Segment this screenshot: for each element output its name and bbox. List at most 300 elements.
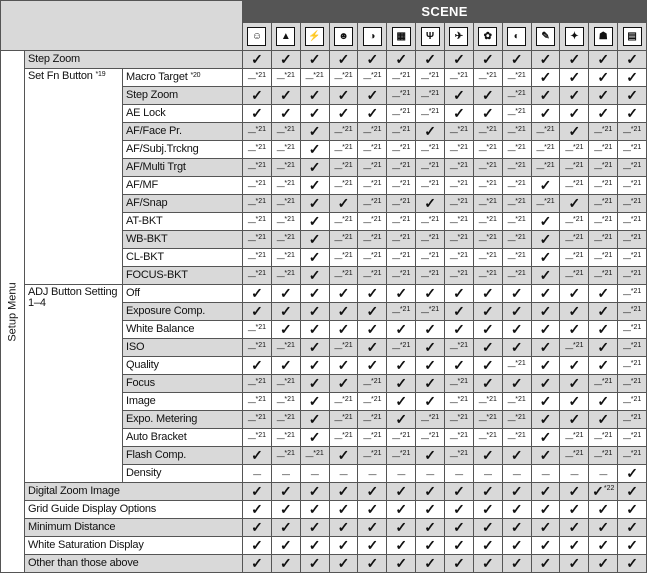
footnote-ref: *21 bbox=[284, 71, 295, 79]
footnote-ref: *21 bbox=[399, 431, 411, 439]
table-cell bbox=[589, 69, 618, 87]
dash-mark: — bbox=[276, 415, 285, 425]
table-cell bbox=[271, 429, 300, 447]
table-cell bbox=[473, 267, 502, 285]
dash-mark: — bbox=[623, 343, 631, 353]
table-cell bbox=[271, 87, 300, 105]
check-mark: ✓ bbox=[626, 555, 638, 571]
footnote-ref: *21 bbox=[399, 107, 411, 115]
table-cell bbox=[243, 249, 272, 267]
check-mark: ✓ bbox=[568, 483, 581, 499]
table-cell bbox=[502, 267, 531, 285]
table-cell bbox=[329, 429, 358, 447]
table-cell bbox=[531, 519, 560, 537]
dash-mark: — bbox=[334, 235, 343, 245]
check-mark: ✓ bbox=[279, 483, 292, 499]
table-cell bbox=[416, 249, 445, 267]
check-mark: ✓ bbox=[308, 141, 321, 157]
sub-row-label-text: AF/Face Pr. bbox=[126, 125, 182, 137]
table-cell bbox=[329, 123, 358, 141]
check-mark: ✓ bbox=[510, 303, 523, 319]
dash-mark: — bbox=[334, 343, 343, 353]
footnote-ref: *21 bbox=[370, 449, 382, 457]
footnote-ref: *21 bbox=[399, 269, 411, 277]
footnote-ref: *21 bbox=[630, 125, 642, 133]
table-cell bbox=[589, 357, 618, 375]
table-cell bbox=[329, 249, 358, 267]
table-cell bbox=[445, 249, 474, 267]
side-label-text: Setup Menu bbox=[6, 281, 18, 342]
table-cell bbox=[445, 357, 474, 375]
table-cell bbox=[531, 51, 560, 69]
table-cell bbox=[531, 339, 560, 357]
dash-mark: — bbox=[623, 451, 631, 461]
check-mark: ✓ bbox=[279, 537, 292, 553]
table-cell bbox=[387, 267, 416, 285]
table-cell bbox=[243, 321, 272, 339]
check-mark: ✓ bbox=[626, 501, 638, 517]
dash-mark: — bbox=[276, 397, 285, 407]
footnote-ref: *21 bbox=[342, 251, 353, 259]
mountain-landscape-icon: ☗ bbox=[594, 27, 613, 46]
table-cell bbox=[502, 87, 531, 105]
check-mark: ✓ bbox=[597, 555, 610, 571]
table-cell bbox=[358, 411, 387, 429]
check-mark: ✓ bbox=[453, 501, 465, 517]
dash-mark: — bbox=[507, 91, 516, 101]
landscape-icon: ▲ bbox=[276, 27, 295, 46]
check-mark: ✓ bbox=[481, 555, 494, 571]
check-mark: ✓ bbox=[395, 321, 408, 337]
table-cell bbox=[502, 195, 531, 213]
footnote-ref: *21 bbox=[486, 269, 497, 277]
check-mark: ✓ bbox=[539, 267, 552, 283]
check-mark: ✓ bbox=[453, 87, 465, 103]
footnote-ref: *21 bbox=[428, 179, 440, 187]
table-cell bbox=[271, 465, 300, 483]
table-cell bbox=[589, 159, 618, 177]
check-mark: ✓ bbox=[568, 393, 581, 409]
check-mark: ✓ bbox=[251, 537, 263, 553]
table-cell bbox=[589, 483, 618, 501]
footnote-ref: *21 bbox=[284, 125, 295, 133]
dash-mark: — bbox=[478, 253, 487, 263]
footnote-ref: *21 bbox=[486, 215, 497, 223]
check-mark: ✓ bbox=[366, 555, 379, 571]
check-mark: ✓ bbox=[337, 195, 350, 211]
table-cell bbox=[531, 447, 560, 465]
table-cell bbox=[445, 123, 474, 141]
sub-row-label-text: AE Lock bbox=[126, 107, 166, 119]
table-cell bbox=[387, 519, 416, 537]
dash-mark: — bbox=[565, 343, 573, 353]
table-cell bbox=[531, 465, 560, 483]
footnote-ref: *21 bbox=[313, 71, 324, 79]
table-cell bbox=[243, 555, 272, 573]
table-cell bbox=[560, 213, 589, 231]
check-mark: ✓ bbox=[510, 519, 523, 535]
check-mark: ✓ bbox=[539, 411, 552, 427]
table-cell bbox=[387, 537, 416, 555]
footnote-ref: *21 bbox=[572, 161, 584, 169]
table-cell bbox=[358, 393, 387, 411]
table-cell bbox=[416, 537, 445, 555]
check-mark: ✓ bbox=[539, 69, 552, 85]
check-mark: ✓ bbox=[510, 51, 523, 67]
dash-mark: — bbox=[363, 73, 371, 83]
footnote-ref: *21 bbox=[457, 395, 469, 403]
dash-mark: — bbox=[420, 307, 429, 317]
footnote-ref: *21 bbox=[284, 413, 295, 421]
check-mark: ✓ bbox=[337, 51, 350, 67]
table-cell bbox=[358, 501, 387, 519]
dash-mark: — bbox=[392, 235, 400, 245]
table-cell bbox=[531, 231, 560, 249]
table-cell bbox=[387, 357, 416, 375]
dash-mark: — bbox=[305, 451, 314, 461]
footnote-ref: *21 bbox=[601, 431, 613, 439]
table-cell bbox=[502, 555, 531, 573]
sub-row-label bbox=[123, 393, 243, 411]
sub-row-label-text: Auto Bracket bbox=[126, 431, 187, 443]
check-mark: ✓ bbox=[539, 339, 552, 355]
sub-row-label bbox=[123, 231, 243, 249]
table-cell bbox=[445, 177, 474, 195]
table-cell bbox=[618, 177, 647, 195]
footnote-ref: *21 bbox=[342, 125, 353, 133]
check-mark: ✓ bbox=[539, 429, 552, 445]
dash-mark: — bbox=[449, 199, 458, 209]
footnote-ref: *21 bbox=[601, 161, 613, 169]
dash-mark: — bbox=[392, 73, 400, 83]
check-mark: ✓ bbox=[597, 519, 610, 535]
footnote-ref: *21 bbox=[601, 143, 613, 151]
footnote-ref: *21 bbox=[370, 413, 382, 421]
table-cell bbox=[416, 213, 445, 231]
table-cell bbox=[531, 285, 560, 303]
table-cell bbox=[502, 537, 531, 555]
table-cell bbox=[502, 177, 531, 195]
dash-mark: — bbox=[507, 253, 516, 263]
dash-mark: — bbox=[512, 469, 521, 479]
table-cell bbox=[329, 465, 358, 483]
table-cell bbox=[502, 357, 531, 375]
footnote-ref: *21 bbox=[428, 305, 440, 313]
table-cell bbox=[416, 321, 445, 339]
footnote-ref: *21 bbox=[399, 449, 411, 457]
table-cell bbox=[300, 411, 329, 429]
dash-mark: — bbox=[247, 199, 256, 209]
table-cell bbox=[445, 105, 474, 123]
dash-mark: — bbox=[449, 343, 458, 353]
table-cell bbox=[531, 177, 560, 195]
footnote-ref: *21 bbox=[630, 161, 642, 169]
dash-mark: — bbox=[623, 271, 631, 281]
table-cell bbox=[531, 69, 560, 87]
check-mark: ✓ bbox=[308, 87, 321, 103]
footnote-ref: *21 bbox=[342, 269, 353, 277]
footnote-ref: *21 bbox=[428, 251, 440, 259]
dash-mark: — bbox=[276, 253, 285, 263]
footnote-ref: *21 bbox=[515, 161, 526, 169]
table-cell bbox=[329, 393, 358, 411]
check-mark: ✓ bbox=[308, 123, 321, 139]
table-cell bbox=[300, 339, 329, 357]
dash-mark: — bbox=[247, 325, 256, 335]
table-cell bbox=[387, 447, 416, 465]
check-mark: ✓ bbox=[366, 519, 379, 535]
footnote-ref: *21 bbox=[457, 269, 469, 277]
scene-column-header bbox=[300, 23, 329, 51]
table-cell bbox=[300, 483, 329, 501]
dash-mark: — bbox=[392, 217, 400, 227]
footnote-ref: *21 bbox=[370, 125, 382, 133]
table-cell bbox=[243, 159, 272, 177]
table-cell bbox=[473, 141, 502, 159]
check-mark: ✓ bbox=[308, 213, 321, 229]
check-mark: ✓ bbox=[251, 303, 263, 319]
table-cell bbox=[589, 537, 618, 555]
dash-mark: — bbox=[334, 253, 343, 263]
table-cell bbox=[271, 159, 300, 177]
table-cell bbox=[243, 123, 272, 141]
table-cell bbox=[445, 69, 474, 87]
table-cell bbox=[300, 267, 329, 285]
footnote-ref: *21 bbox=[428, 233, 440, 241]
dash-mark: — bbox=[363, 451, 371, 461]
table-cell bbox=[416, 87, 445, 105]
check-mark: ✓ bbox=[366, 501, 379, 517]
scene-column-header bbox=[502, 23, 531, 51]
table-cell bbox=[473, 69, 502, 87]
table-cell bbox=[271, 267, 300, 285]
table-cell bbox=[300, 393, 329, 411]
table-cell bbox=[271, 231, 300, 249]
footnote-ref: *21 bbox=[284, 143, 295, 151]
dash-mark: — bbox=[334, 433, 343, 443]
table-cell bbox=[271, 393, 300, 411]
table-cell bbox=[243, 69, 272, 87]
table-cell bbox=[416, 141, 445, 159]
table-cell bbox=[502, 321, 531, 339]
check-mark: ✓ bbox=[279, 519, 292, 535]
dash-mark: — bbox=[478, 163, 487, 173]
dash-mark: — bbox=[426, 469, 434, 479]
dash-mark: — bbox=[594, 217, 602, 227]
dash-mark: — bbox=[594, 163, 602, 173]
cuisine-icon: Ψ bbox=[421, 27, 440, 46]
check-mark: ✓ bbox=[481, 321, 494, 337]
dash-mark: — bbox=[334, 163, 343, 173]
dash-mark: — bbox=[247, 145, 256, 155]
table-cell bbox=[445, 429, 474, 447]
check-mark: ✓ bbox=[251, 447, 263, 463]
row-label: Other than those above bbox=[25, 555, 243, 573]
footnote-ref: *21 bbox=[370, 179, 382, 187]
footnote-ref: *21 bbox=[515, 395, 526, 403]
table-cell bbox=[618, 285, 647, 303]
table-cell bbox=[271, 339, 300, 357]
check-mark: ✓ bbox=[568, 357, 581, 373]
table-cell bbox=[358, 159, 387, 177]
dash-mark: — bbox=[594, 451, 602, 461]
table-cell bbox=[618, 501, 647, 519]
footnote-ref: *21 bbox=[601, 233, 613, 241]
footnote-ref: *21 bbox=[255, 143, 267, 151]
table-cell bbox=[445, 231, 474, 249]
dash-mark: — bbox=[623, 379, 631, 389]
footnote-ref: *21 bbox=[428, 269, 440, 277]
footnote-ref: *21 bbox=[630, 287, 642, 295]
dash-mark: — bbox=[276, 217, 285, 227]
footnote-ref: *21 bbox=[370, 269, 382, 277]
table-cell bbox=[618, 267, 647, 285]
sub-row-label-text: Image bbox=[126, 395, 156, 407]
table-cell bbox=[589, 393, 618, 411]
check-mark: ✓ bbox=[510, 375, 523, 391]
check-mark: ✓ bbox=[626, 105, 638, 121]
table-cell bbox=[329, 177, 358, 195]
check-mark: ✓ bbox=[279, 87, 292, 103]
table-cell bbox=[300, 213, 329, 231]
dash-mark: — bbox=[478, 73, 487, 83]
dash-mark: — bbox=[623, 163, 631, 173]
sub-row-label-text: AF/MF bbox=[126, 179, 158, 191]
dash-mark: — bbox=[247, 163, 256, 173]
footnote-ref: *21 bbox=[370, 233, 382, 241]
check-mark: ✓ bbox=[424, 537, 436, 553]
footnote-ref: *21 bbox=[572, 431, 584, 439]
footnote-ref: *21 bbox=[370, 431, 382, 439]
dash-mark: — bbox=[565, 433, 573, 443]
dash-mark: — bbox=[392, 181, 400, 191]
table-cell bbox=[445, 87, 474, 105]
dash-mark: — bbox=[247, 397, 256, 407]
dash-mark: — bbox=[334, 127, 343, 137]
table-cell bbox=[387, 501, 416, 519]
check-mark: ✓ bbox=[626, 465, 638, 481]
table-cell bbox=[445, 267, 474, 285]
footnote-ref: *21 bbox=[515, 197, 526, 205]
check-mark: ✓ bbox=[424, 285, 436, 301]
dash-mark: — bbox=[363, 145, 371, 155]
scene-column-header bbox=[358, 23, 387, 51]
table-cell bbox=[329, 231, 358, 249]
table-cell bbox=[589, 465, 618, 483]
row-label: Minimum Distance bbox=[25, 519, 243, 537]
table-cell bbox=[300, 51, 329, 69]
table-cell bbox=[502, 303, 531, 321]
footnote-ref: *21 bbox=[399, 179, 411, 187]
footnote-ref: *21 bbox=[544, 161, 555, 169]
check-mark: ✓ bbox=[481, 51, 494, 67]
check-mark: ✓ bbox=[251, 483, 263, 499]
table-cell bbox=[589, 177, 618, 195]
footnote-ref: *21 bbox=[601, 251, 613, 259]
dash-mark: — bbox=[363, 379, 371, 389]
footnote-ref: *21 bbox=[630, 449, 642, 457]
check-mark: ✓ bbox=[597, 321, 610, 337]
sub-row-label bbox=[123, 141, 243, 159]
footnote-ref: *21 bbox=[284, 179, 295, 187]
footnote-ref: *21 bbox=[572, 179, 584, 187]
row-label: White Saturation Display bbox=[25, 537, 243, 555]
table-cell bbox=[618, 537, 647, 555]
dash-mark: — bbox=[420, 433, 429, 443]
dash-mark: — bbox=[449, 415, 458, 425]
check-mark: ✓ bbox=[510, 537, 523, 553]
table-cell bbox=[387, 411, 416, 429]
dash-mark: — bbox=[594, 145, 602, 155]
table-cell bbox=[531, 303, 560, 321]
footnote-ref: *21 bbox=[342, 233, 353, 241]
table-cell bbox=[618, 429, 647, 447]
table-cell bbox=[531, 159, 560, 177]
table-cell bbox=[589, 375, 618, 393]
table-cell bbox=[300, 177, 329, 195]
sub-row-label bbox=[123, 411, 243, 429]
footnote-ref: *21 bbox=[457, 431, 469, 439]
table-cell bbox=[589, 105, 618, 123]
footnote-ref: *21 bbox=[457, 179, 469, 187]
table-cell bbox=[560, 231, 589, 249]
table-cell bbox=[243, 357, 272, 375]
table-cell bbox=[618, 411, 647, 429]
table-cell bbox=[560, 321, 589, 339]
footnote-ref: *21 bbox=[515, 251, 526, 259]
table-cell bbox=[473, 303, 502, 321]
dash-mark: — bbox=[363, 397, 371, 407]
check-mark: ✓ bbox=[308, 339, 321, 355]
table-cell bbox=[445, 339, 474, 357]
table-cell bbox=[387, 195, 416, 213]
table-cell bbox=[243, 195, 272, 213]
table-cell bbox=[416, 69, 445, 87]
table-cell bbox=[473, 339, 502, 357]
dash-mark: — bbox=[594, 433, 602, 443]
table-cell bbox=[271, 285, 300, 303]
check-mark: ✓ bbox=[308, 537, 321, 553]
table-cell bbox=[243, 411, 272, 429]
dash-mark: — bbox=[507, 397, 516, 407]
footnote-ref: *21 bbox=[399, 71, 411, 79]
dash-mark: — bbox=[276, 73, 285, 83]
check-mark: ✓ bbox=[510, 501, 523, 517]
table-cell bbox=[473, 231, 502, 249]
dash-mark: — bbox=[420, 109, 429, 119]
table-cell bbox=[445, 537, 474, 555]
check-mark: ✓ bbox=[337, 321, 350, 337]
check-mark: ✓ bbox=[308, 177, 321, 193]
sub-row-label-text: White Balance bbox=[126, 323, 195, 335]
table-cell bbox=[358, 555, 387, 573]
sports-icon: ✈ bbox=[449, 27, 468, 46]
footnote-ref: *21 bbox=[284, 431, 295, 439]
footnote-ref: *21 bbox=[255, 395, 267, 403]
check-mark: ✓ bbox=[337, 519, 350, 535]
dash-mark: — bbox=[247, 433, 256, 443]
footnote-ref: *21 bbox=[630, 359, 642, 367]
table-cell bbox=[473, 87, 502, 105]
check-mark: ✓ bbox=[539, 285, 552, 301]
table-cell bbox=[300, 501, 329, 519]
table-cell bbox=[502, 69, 531, 87]
dash-mark: — bbox=[392, 199, 400, 209]
table-cell bbox=[618, 375, 647, 393]
table-cell bbox=[300, 465, 329, 483]
table-cell bbox=[560, 123, 589, 141]
check-mark: ✓ bbox=[626, 483, 638, 499]
